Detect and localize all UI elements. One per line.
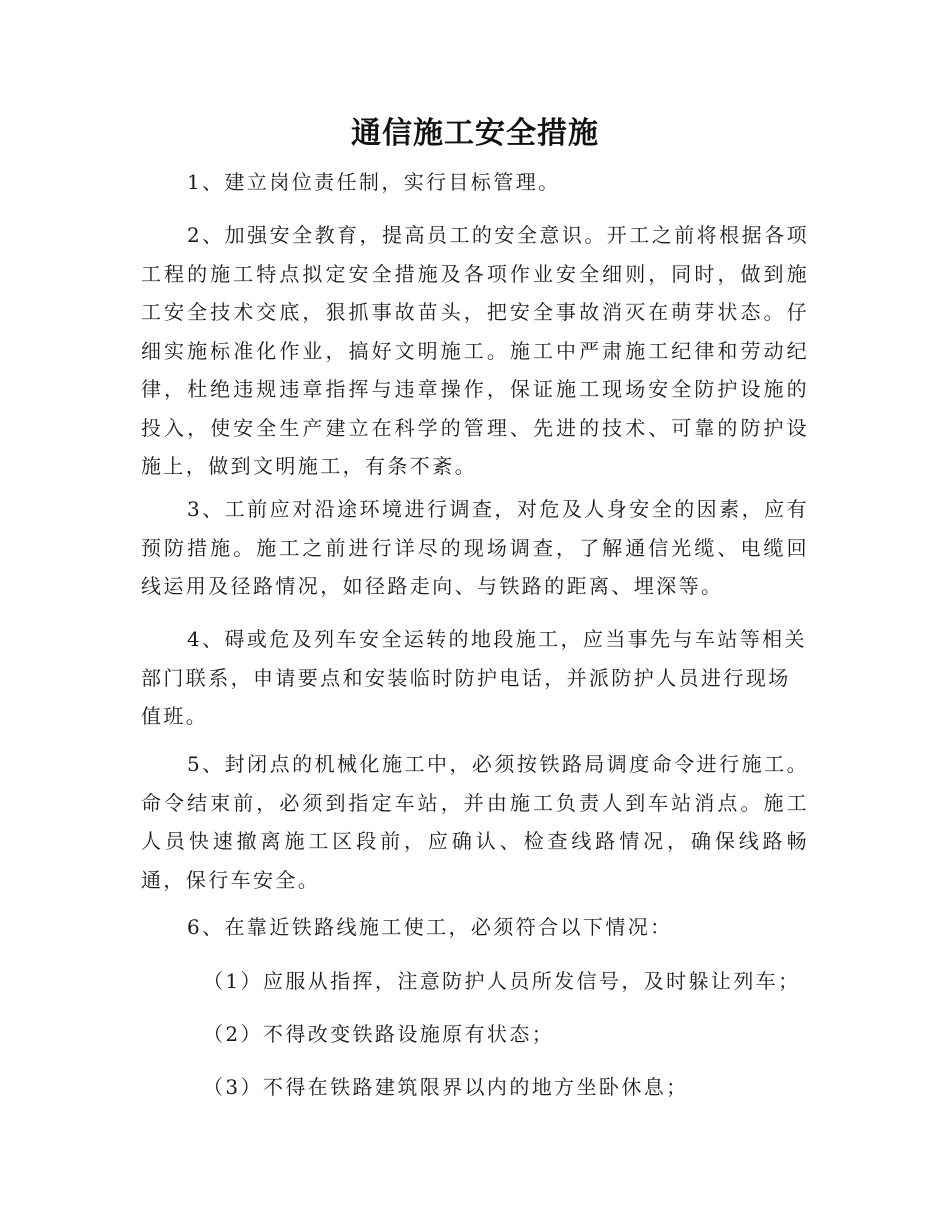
- sub-item-2: （2）不得改变铁路设施原有状态；: [203, 1022, 555, 1046]
- paragraph-5: 5、封闭点的机械化施工中，必须按铁路局调度命令进行施工。命令结束前，必须到指定车站，并由施工负责人到车站消点。施工人员快速撤离施工区段前，应确认、检查线路情况，确保线路畅通，保行车安全。: [141, 752, 809, 892]
- document-title: 通信施工安全措施: [351, 116, 599, 151]
- paragraph-6: 6、在靠近铁路线施工使工，必须符合以下情况：: [187, 915, 673, 939]
- paragraph-2: 2、加强安全教育，提高员工的安全意识。开工之前将根据各项工程的施工特点拟定安全措施及各项作业安全细则，同时，做到施工安全技术交底，狠抓事故苗头，把安全事故消灭在萌芽状态。仔细实施标准化作业，搞好文明施工。施工中严肃施工纪律和劳动纪律，杜绝违规违章指挥与违章操作，保证施工现场安全防护设施的投入，使安全生产建立在科学的管理、先进的技术、可靠的防护设施上，做到文明施工，有条不紊。: [141, 223, 809, 478]
- sub-item-1: （1）应服从指挥，注意防护人员所发信号，及时躲让列车；: [203, 969, 801, 993]
- paragraph-3: 3、工前应对沿途环境进行调查，对危及人身安全的因素，应有预防措施。施工之前进行详尽的现场调查，了解通信光缆、电缆回线运用及径路情况，如径路走向、与铁路的距离、埋深等。: [141, 497, 809, 598]
- paragraph-4: 4、碍或危及列车安全运转的地段施工，应当事先与车站等相关部门联系，申请要点和安装临时防护电话，并派防护人员进行现场值班。: [141, 627, 807, 728]
- sub-item-3: （3）不得在铁路建筑限界以内的地方坐卧休息；: [203, 1075, 689, 1099]
- paragraph-1: 1、建立岗位责任制，实行目标管理。: [187, 170, 561, 194]
